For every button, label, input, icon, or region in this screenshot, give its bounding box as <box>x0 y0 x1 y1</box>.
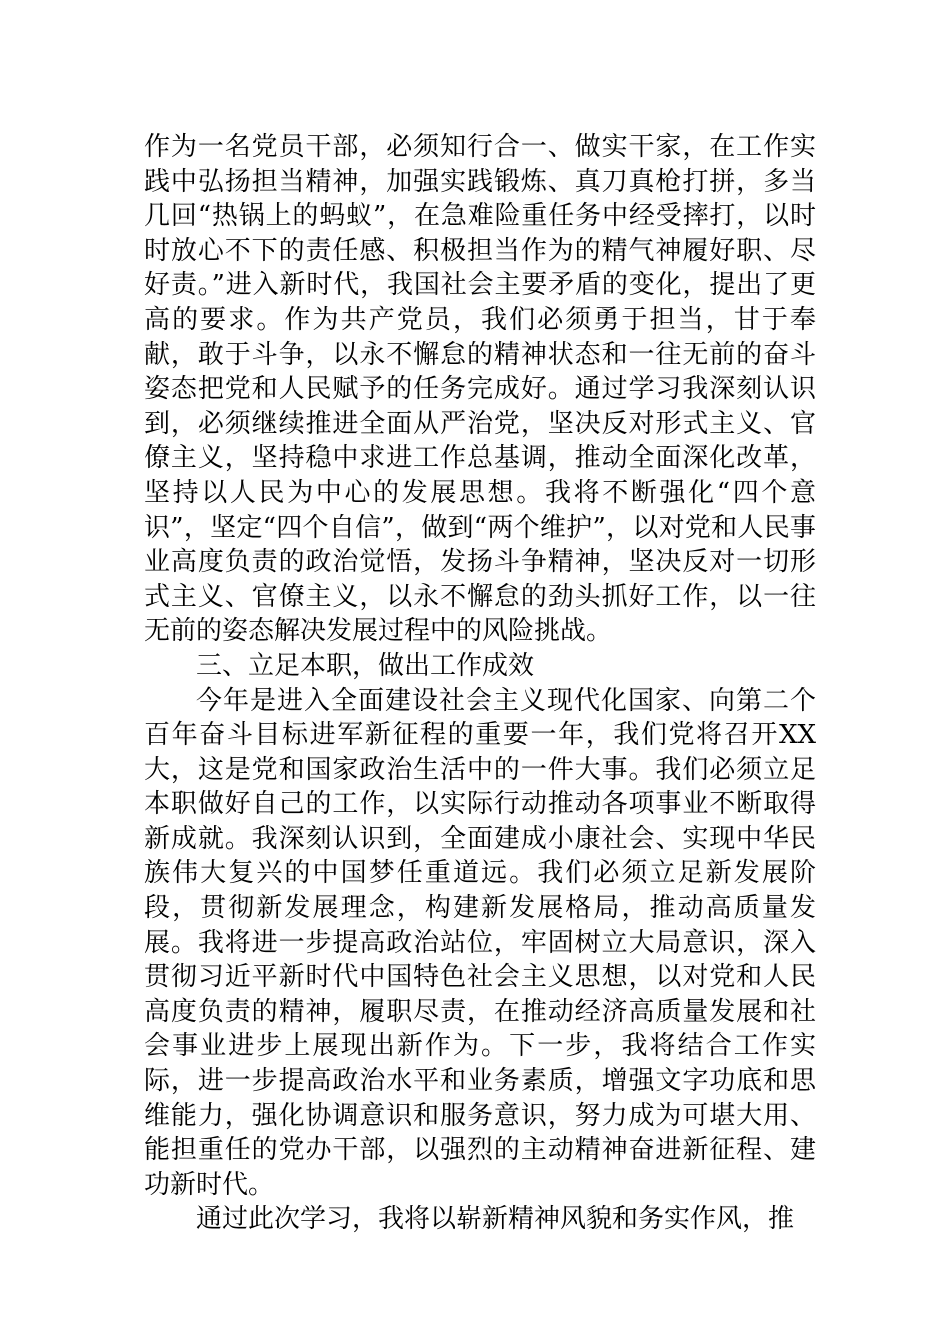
paragraph-body: 今年是进入全面建设社会主义现代化国家、向第二个百年奋斗目标进军新征程的重要一年，我们党将召开XX大，这是党和国家政治生活中的一件大事。我们必须立足本职做好自己的工作，以实际行动推动各项事业不断取得新成就。我深刻认识到，全面建成小康社会、实现中华民族伟大复兴的中国梦任重道远。我们必须立足新发展阶段，贯彻新发展理念，构建新发展格局，推动高质量发展。我将进一步提高政治站位，牢固树立大局意识，深入贯彻习近平新时代中国特色社会主义思想，以对党和人民高度负责的精神，履职尽责，在推动经济高质量发展和社会事业进步上展现出新作为。下一步，我将结合工作实际，进一步提高政治水平和业务素质，增强文字功底和思维能力，强化协调意识和服务意识，努力成为可堪大用、能担重任的党办干部，以强烈的主动精神奋进新征程、建功新时代。 <box>144 685 816 1200</box>
section-heading: 三、立足本职，做出工作成效 <box>196 650 535 681</box>
paragraph-closing: 通过此次学习，我将以崭新精神风貌和务实作风，推 <box>196 1204 795 1235</box>
document-body <box>144 130 816 1237</box>
paragraph-continuation: 作为一名党员干部，必须知行合一、做实干家，在工作实践中弘扬担当精神，加强实践锻炼、真刀真枪打拼，多当几回“热锅上的蚂蚁”，在急难险重任务中经受摔打，以时时放心不下的责任感、积极担当作为的精气神履好职、尽好责。”进入新时代，我国社会主要矛盾的变化，提出了更高的要求。作为共产党员，我们必须勇于担当，甘于奉献，敢于斗争，以永不懈怠的精神状态和一往无前的奋斗姿态把党和人民赋予的任务完成好。通过学习我深刻认识到，必须继续推进全面从严治党，坚决反对形式主义、官僚主义，坚持稳中求进工作总基调，推动全面深化改革，坚持以人民为中心的发展思想。我将不断强化“四个意识”，坚定“四个自信”，做到“两个维护”，以对党和人民事业高度负责的政治觉悟，发扬斗争精神，坚决反对一切形式主义、官僚主义，以永不懈怠的劲头抓好工作，以一往无前的姿态解决发展过程中的风险挑战。 <box>144 132 816 647</box>
